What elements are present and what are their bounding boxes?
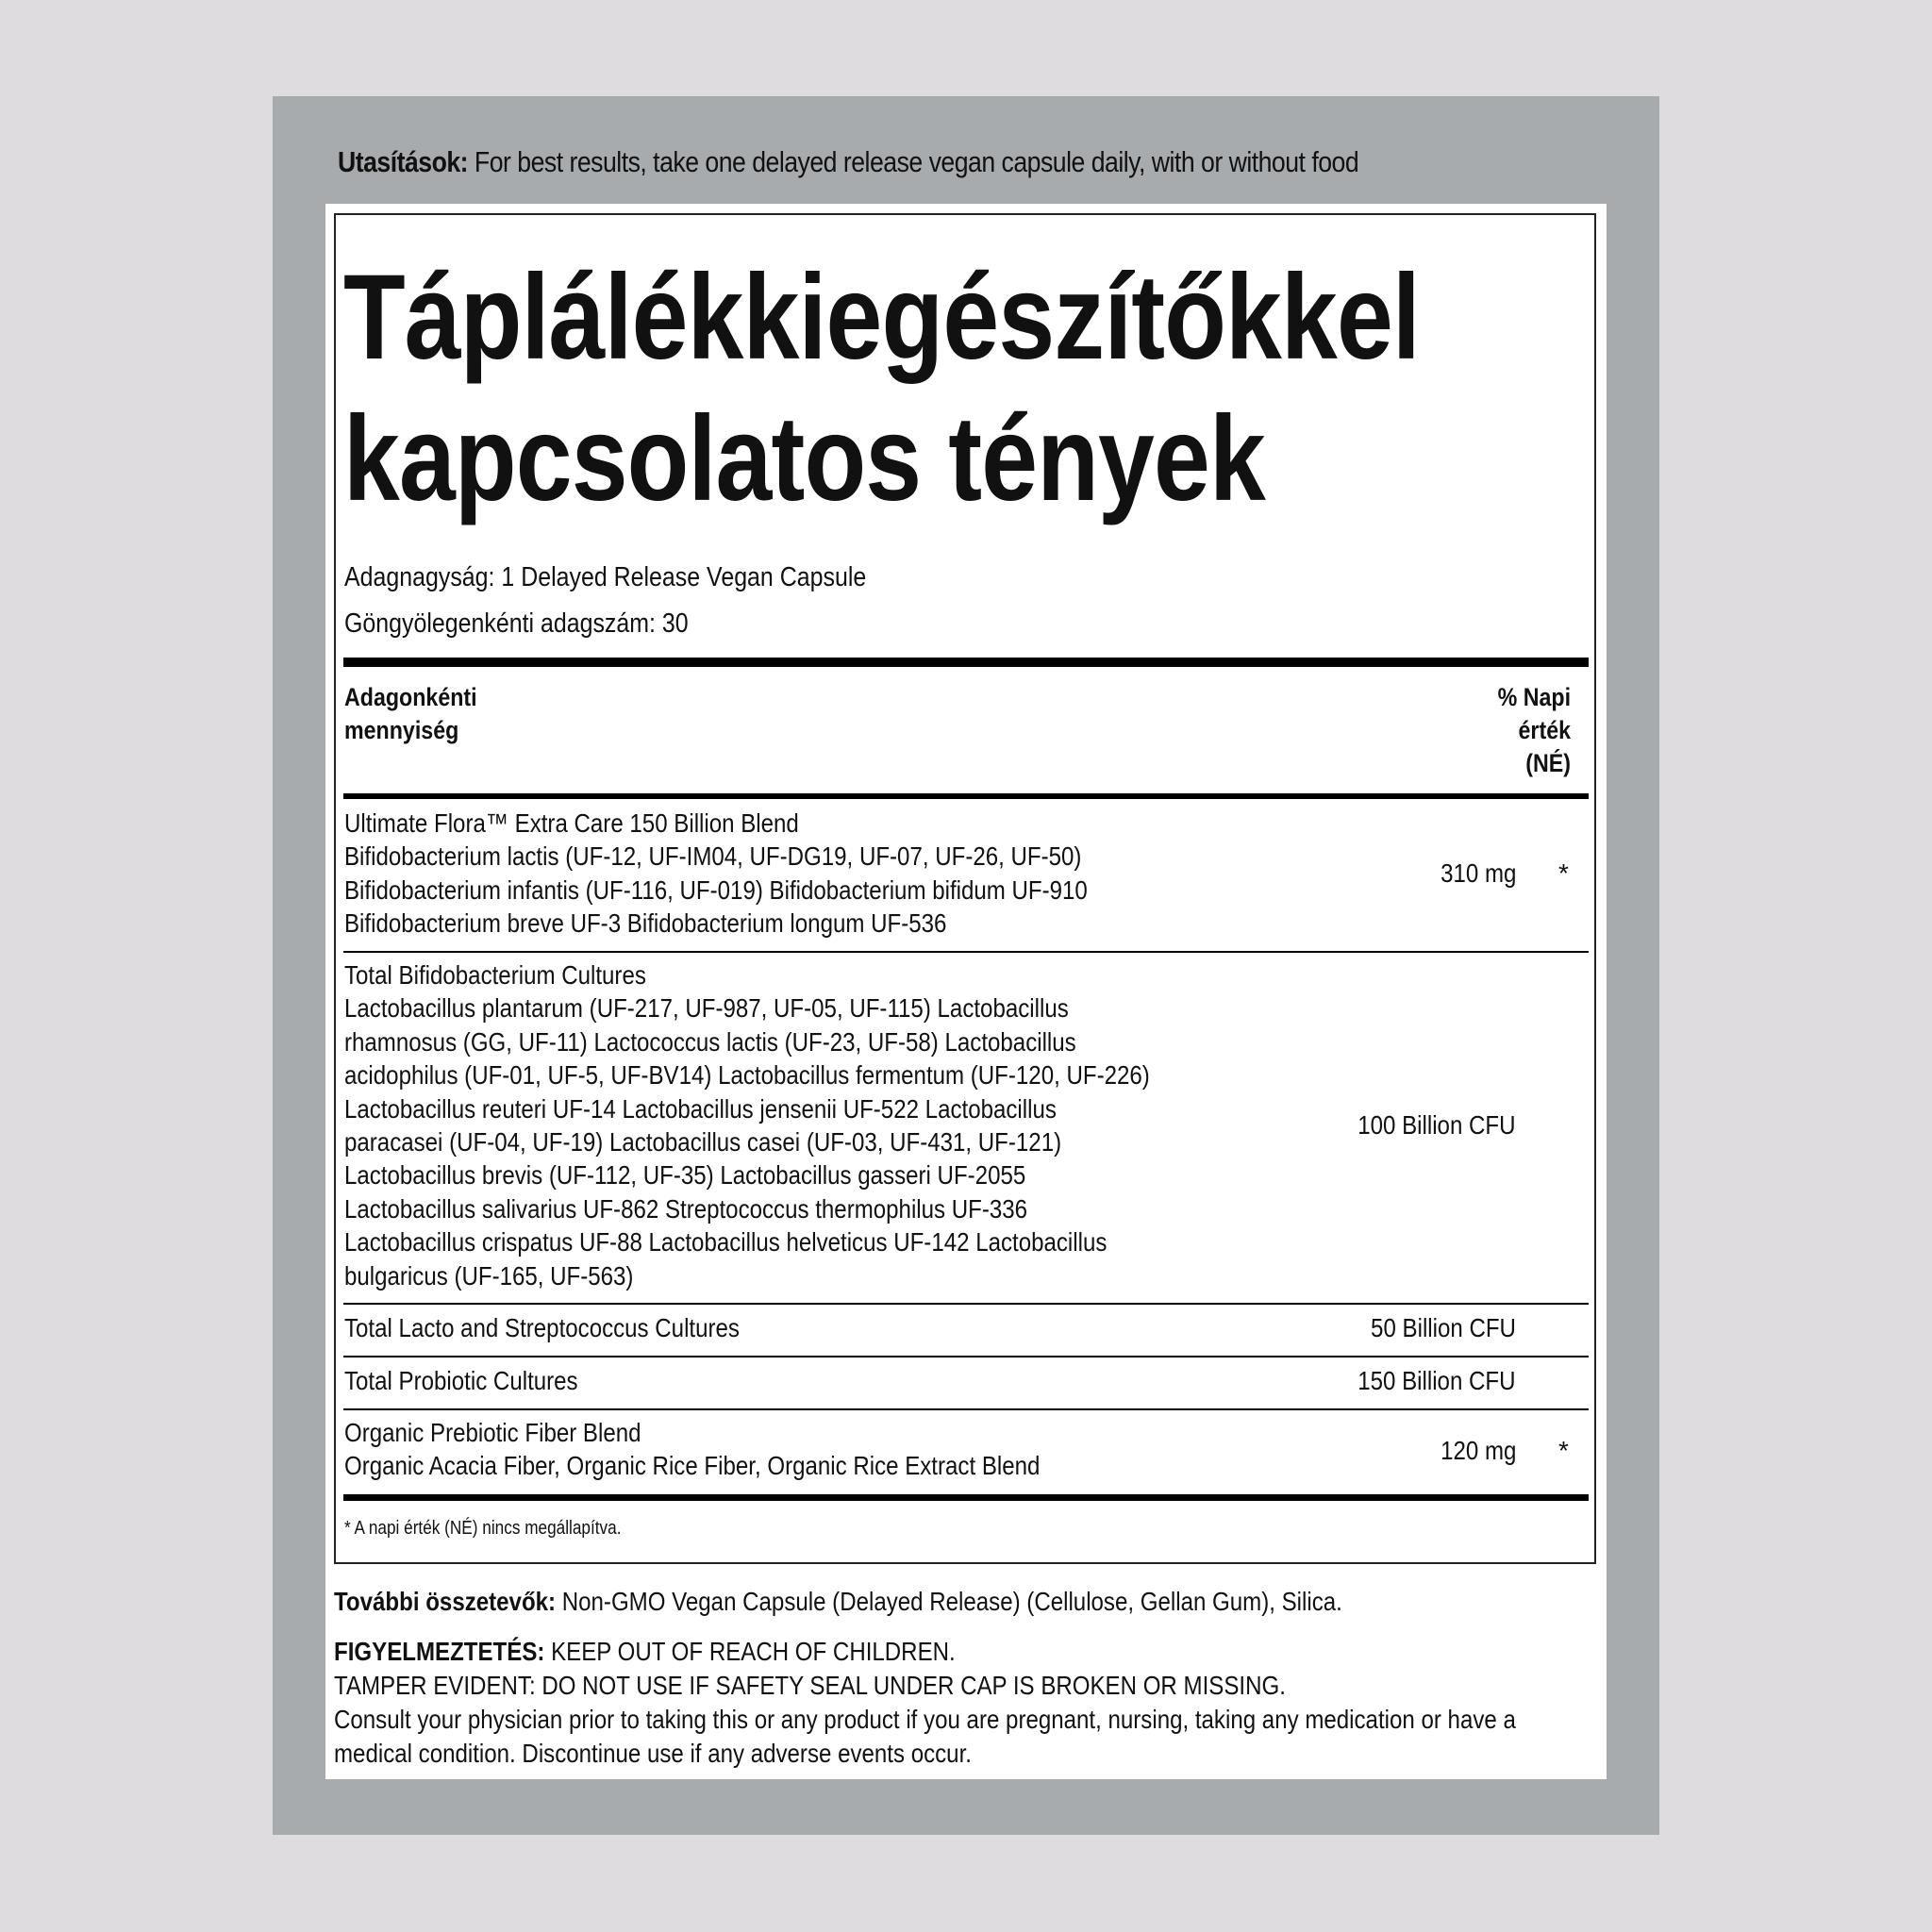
- ingredient-amount: 50 Billion CFU: [1371, 1313, 1516, 1342]
- warning-text: KEEP OUT OF REACH OF CHILDREN.: [544, 1637, 956, 1666]
- ingredient-line: Bifidobacterium breve UF-3 Bifidobacterium longum UF-536: [344, 908, 947, 939]
- warning-line-2: TAMPER EVIDENT: DO NOT USE IF SAFETY SEAL UNDER CAP IS BROKEN OR MISSING.: [334, 1671, 1286, 1700]
- thick-divider-top: [343, 658, 1589, 667]
- ingredient-line: acidophilus (UF-01, UF-5, UF-BV14) Lactobacillus fermentum (UF-120, UF-226): [344, 1060, 1150, 1091]
- warning-line-3: Consult your physician prior to taking this or any product if you are pregnant, nursing, taking any medication or have a: [334, 1705, 1516, 1734]
- ingredient-row-text: [344, 1311, 740, 1344]
- row-divider: [343, 951, 1589, 953]
- ingredient-row-text: [344, 1416, 1040, 1483]
- directions-label: Utasítások:: [338, 145, 469, 178]
- warning-section: [334, 1635, 1516, 1771]
- directions: [338, 143, 1358, 181]
- facts-title-line-2: kapcsolatos tények: [343, 391, 1265, 526]
- ingredient-line: Lactobacillus plantarum (UF-217, UF-987, UF-05, UF-115) Lactobacillus: [344, 993, 1069, 1024]
- row-divider: [343, 1303, 1589, 1305]
- ingredient-amount: 150 Billion CFU: [1357, 1366, 1516, 1395]
- ingredient-line: rhamnosus (GG, UF-11) Lactococcus lactis (UF-23, UF-58) Lactobacillus: [344, 1026, 1076, 1057]
- ingredient-line: Total Bifidobacterium Cultures: [344, 960, 646, 990]
- ingredient-line: Lactobacillus brevis (UF-112, UF-35) Lactobacillus gasseri UF-2055: [344, 1160, 1026, 1191]
- facts-title-line-1: Táplálékkiegészítőkkel: [343, 250, 1420, 385]
- facts-title: [343, 247, 1420, 530]
- amount-header-line-1: Adagonkénti: [344, 683, 477, 711]
- ingredient-row-text: [344, 807, 1088, 941]
- dv-header-line-1: % Napi: [1497, 683, 1571, 711]
- dv-header-line-2: érték: [1518, 716, 1571, 744]
- amount-header-line-2: mennyiség: [344, 716, 459, 744]
- ingredient-line: Bifidobacterium infantis (UF-116, UF-019) Bifidobacterium bifidum UF-910: [344, 874, 1088, 905]
- medium-divider: [343, 793, 1589, 799]
- warning-line-1: [334, 1635, 1516, 1669]
- ingredient-amount: 100 Billion CFU: [1357, 1110, 1516, 1140]
- serving-size: Adagnagyság: 1 Delayed Release Vegan Capsule: [344, 562, 867, 592]
- daily-value: *: [1558, 1436, 1569, 1465]
- other-ingredients-label: További összetevők:: [334, 1587, 557, 1616]
- warning-line-4: medical condition. Discontinue use if any adverse events occur.: [334, 1739, 972, 1768]
- ingredient-line: Bifidobacterium lactis (UF-12, UF-IM04, UF-DG19, UF-07, UF-26, UF-50): [344, 841, 1082, 872]
- ingredient-line: Lactobacillus salivarius UF-862 Streptococcus thermophilus UF-336: [344, 1193, 1028, 1224]
- daily-value-header: [1498, 681, 1571, 780]
- other-ingredients-text: Non-GMO Vegan Capsule (Delayed Release) (Cellulose, Gellan Gum), Silica.: [556, 1587, 1342, 1616]
- ingredient-line: bulgaricus (UF-165, UF-563): [344, 1260, 634, 1291]
- directions-text: For best results, take one delayed release vegan capsule daily, with or without food: [468, 145, 1359, 178]
- dv-header-line-3: (NÉ): [1525, 749, 1571, 777]
- row-divider: [343, 1356, 1589, 1357]
- daily-value: *: [1558, 858, 1569, 888]
- ingredient-line: Lactobacillus reuteri UF-14 Lactobacillus jensenii UF-522 Lactobacillus: [344, 1093, 1057, 1124]
- ingredient-line: Ultimate Flora™ Extra Care 150 Billion Blend: [344, 808, 799, 838]
- ingredient-row-text: [344, 1364, 578, 1397]
- ingredient-row-text: [344, 958, 1150, 1292]
- ingredient-line: Total Lacto and Streptococcus Cultures: [344, 1313, 740, 1342]
- warning-label: FIGYELMEZTETÉS:: [334, 1637, 545, 1666]
- daily-value-footnote: * A napi érték (NÉ) nincs megállapítva.: [344, 1518, 622, 1539]
- servings-per-container: Göngyölegenkénti adagszám: 30: [344, 608, 689, 639]
- ingredient-line: Organic Prebiotic Fiber Blend: [344, 1418, 641, 1447]
- amount-per-serving-header: [344, 681, 477, 747]
- ingredient-amount: 310 mg: [1440, 858, 1516, 888]
- thick-divider-bottom: [343, 1494, 1589, 1501]
- ingredient-amount: 120 mg: [1440, 1436, 1516, 1465]
- ingredient-line: Total Probiotic Cultures: [344, 1366, 578, 1395]
- row-divider: [343, 1408, 1589, 1410]
- other-ingredients: [334, 1585, 1342, 1619]
- ingredient-line: Lactobacillus crispatus UF-88 Lactobacillus helveticus UF-142 Lactobacillus: [344, 1227, 1108, 1257]
- ingredient-line: paracasei (UF-04, UF-19) Lactobacillus casei (UF-03, UF-431, UF-121): [344, 1127, 1062, 1158]
- ingredient-line: Organic Acacia Fiber, Organic Rice Fiber, Organic Rice Extract Blend: [344, 1451, 1041, 1481]
